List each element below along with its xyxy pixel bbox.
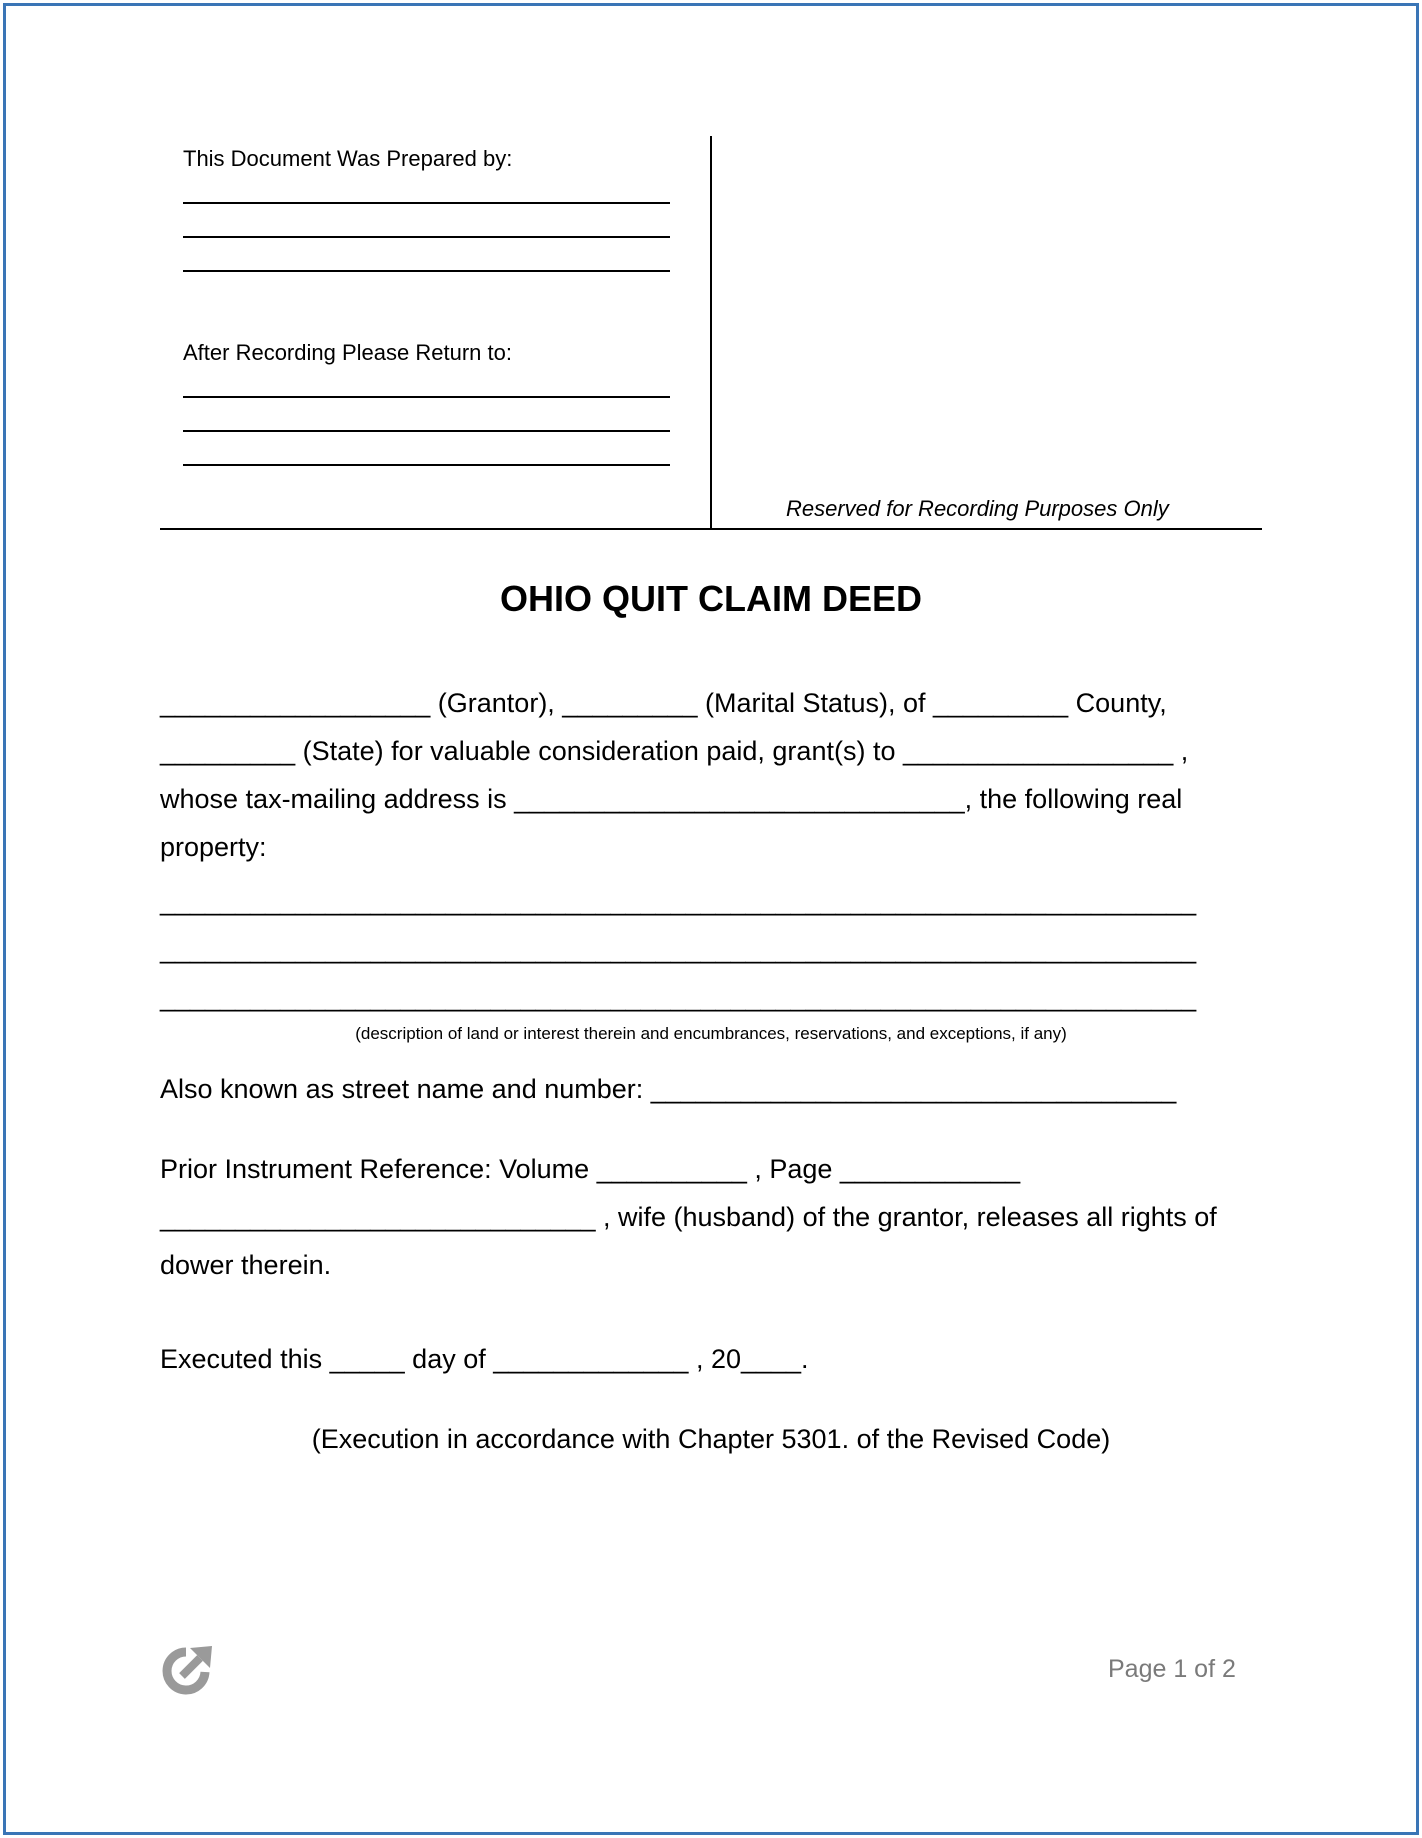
execution-note: (Execution in accordance with Chapter 5301. of the Revised Code): [311, 1424, 1111, 1454]
header-bottom-rule: [160, 528, 1262, 530]
prior-instrument-line: Prior Instrument Reference: Volume __________ , Page ____________: [160, 1154, 1021, 1184]
arrow-logo-icon: [160, 1642, 216, 1698]
page-number: Page 1 of 2: [1108, 1655, 1236, 1683]
return-to-line-2: [183, 430, 670, 432]
return-to-line-1: [183, 396, 670, 398]
return-to-label: After Recording Please Return to:: [183, 340, 512, 365]
document-title: OHIO QUIT CLAIM DEED: [500, 578, 922, 619]
description-note: (description of land or interest therein and encumbrances, reservations, and exceptions, if any): [355, 1024, 1067, 1043]
property-label: property:: [160, 832, 267, 862]
executed-line: Executed this _____ day of _____________ , 20____.: [160, 1344, 809, 1374]
grantee-line: _________ (State) for valuable consideration paid, grant(s) to __________________ ,: [160, 736, 1189, 766]
prepared-by-line-3: [183, 270, 670, 272]
grantor-line: __________________ (Grantor), _________ (Marital Status), of _________ County,: [160, 688, 1167, 718]
property-blank-2: _____________________________________________________________________: [160, 934, 1197, 964]
property-blank-3: _____________________________________________________________________: [160, 982, 1197, 1012]
street-line: Also known as street name and number: ___________________________________: [160, 1074, 1177, 1104]
reserved-label: Reserved for Recording Purposes Only: [786, 496, 1169, 521]
dower-line: dower therein.: [160, 1250, 332, 1280]
spouse-line: _____________________________ , wife (husband) of the grantor, releases all rights of: [160, 1202, 1217, 1232]
header-divider: [710, 136, 712, 528]
property-blank-1: _____________________________________________________________________: [160, 886, 1197, 916]
prepared-by-line-1: [183, 202, 670, 204]
return-to-line-3: [183, 464, 670, 466]
prepared-by-label: This Document Was Prepared by:: [183, 146, 513, 171]
prepared-by-line-2: [183, 236, 670, 238]
address-line: whose tax-mailing address is ______________________________, the following real: [160, 784, 1183, 814]
